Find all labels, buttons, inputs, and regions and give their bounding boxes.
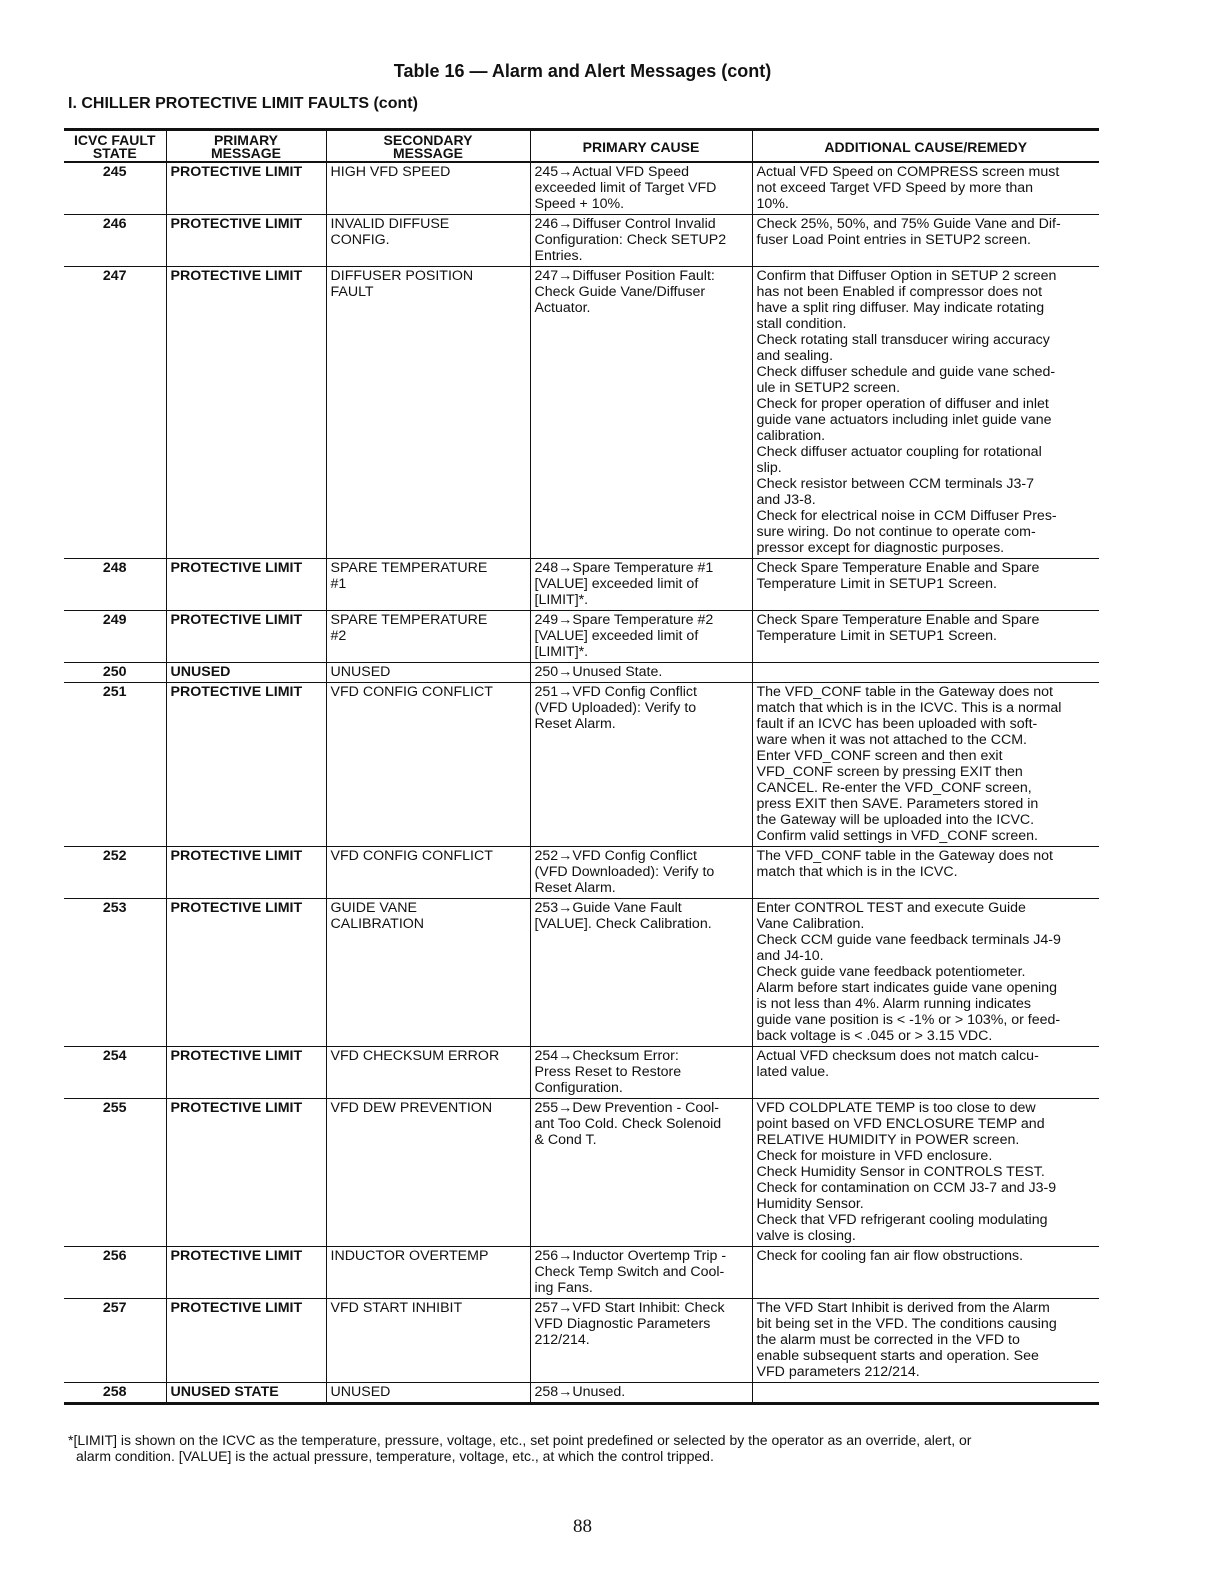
secondary-line: VFD DEW PREVENTION bbox=[330, 1100, 493, 1116]
secondary-message bbox=[326, 559, 530, 611]
secondary-line: VFD START INHIBIT bbox=[330, 1300, 463, 1316]
secondary-line: UNUSED bbox=[330, 1384, 391, 1400]
cause-line: 251→VFD Config Conflict bbox=[534, 684, 697, 700]
table-row bbox=[64, 663, 1099, 683]
cause-remedy bbox=[752, 1047, 1099, 1099]
table-row bbox=[64, 1299, 1099, 1383]
remedy-line: The VFD_CONF table in the Gateway does not bbox=[756, 848, 1054, 864]
table-row bbox=[64, 1099, 1099, 1247]
cause-remedy bbox=[752, 559, 1099, 611]
remedy-line: Temperature Limit in SETUP1 Screen. bbox=[756, 576, 997, 592]
secondary-message bbox=[326, 1099, 530, 1247]
fault-state: 253 bbox=[64, 899, 166, 1047]
cause-remedy bbox=[752, 267, 1099, 559]
primary-message: PROTECTIVE LIMIT bbox=[166, 559, 326, 611]
remedy-line: and J4-10. bbox=[756, 948, 824, 964]
table-row bbox=[64, 899, 1099, 1047]
remedy-line: ware when it was not attached to the CCM. bbox=[756, 732, 1027, 748]
remedy-line: Check guide vane feedback potentiometer. bbox=[756, 964, 1026, 980]
remedy-line: bit being set in the VFD. The conditions causing bbox=[756, 1316, 1057, 1332]
remedy-line: Alarm before start indicates guide vane opening bbox=[756, 980, 1057, 996]
page-number: 88 bbox=[573, 1516, 592, 1537]
cause-remedy bbox=[752, 899, 1099, 1047]
secondary-line: HIGH VFD SPEED bbox=[330, 164, 451, 180]
secondary-line: CONFIG. bbox=[330, 232, 390, 248]
fault-state: 258 bbox=[64, 1383, 166, 1404]
remedy-line: Check for electrical noise in CCM Diffuser Pres- bbox=[756, 508, 1057, 524]
remedy-line: Check for contamination on CCM J3-7 and J3-9 bbox=[756, 1180, 1057, 1196]
table-body bbox=[64, 162, 1099, 1404]
secondary-line: GUIDE VANE bbox=[330, 900, 417, 916]
cause-line: ant Too Cold. Check Solenoid bbox=[534, 1116, 722, 1132]
cause-line: 248→Spare Temperature #1 bbox=[534, 560, 714, 576]
primary-cause bbox=[530, 267, 752, 559]
remedy-line: VFD_CONF screen by pressing EXIT then bbox=[756, 764, 1023, 780]
remedy-line: Check that VFD refrigerant cooling modulating bbox=[756, 1212, 1048, 1228]
remedy-line: calibration. bbox=[756, 428, 826, 444]
cause-remedy bbox=[752, 683, 1099, 847]
cause-remedy bbox=[752, 162, 1099, 215]
remedy-line: and J3-8. bbox=[756, 492, 816, 508]
remedy-line: Check rotating stall transducer wiring accuracy bbox=[756, 332, 1050, 348]
cause-line: 253→Guide Vane Fault bbox=[534, 900, 682, 916]
remedy-line: Check diffuser actuator coupling for rotational bbox=[756, 444, 1042, 460]
secondary-message bbox=[326, 683, 530, 847]
table-row bbox=[64, 1383, 1099, 1404]
remedy-line: guide vane position is < -1% or > 103%, or feed- bbox=[756, 1012, 1061, 1028]
remedy-line: ule in SETUP2 screen. bbox=[756, 380, 901, 396]
cause-line: Speed + 10%. bbox=[534, 196, 625, 212]
primary-cause bbox=[530, 215, 752, 267]
remedy-line: sure wiring. Do not continue to operate com- bbox=[756, 524, 1036, 540]
fault-state: 255 bbox=[64, 1099, 166, 1247]
table-row bbox=[64, 559, 1099, 611]
remedy-line: CANCEL. Re-enter the VFD_CONF screen, bbox=[756, 780, 1032, 796]
table-row bbox=[64, 611, 1099, 663]
table-row bbox=[64, 1047, 1099, 1099]
secondary-line: DIFFUSER POSITION bbox=[330, 268, 474, 284]
remedy-line: not exceed Target VFD Speed by more than bbox=[756, 180, 1034, 196]
cause-line: 249→Spare Temperature #2 bbox=[534, 612, 714, 628]
cause-remedy bbox=[752, 611, 1099, 663]
fault-state: 257 bbox=[64, 1299, 166, 1383]
primary-message: PROTECTIVE LIMIT bbox=[166, 1047, 326, 1099]
cause-line: (VFD Downloaded): Verify to bbox=[534, 864, 715, 880]
remedy-line: match that which is in the ICVC. This is a normal bbox=[756, 700, 1062, 716]
remedy-line: slip. bbox=[756, 460, 782, 476]
remedy-line: RELATIVE HUMIDITY in POWER screen. bbox=[756, 1132, 1020, 1148]
cause-line: Check Temp Switch and Cool- bbox=[534, 1264, 725, 1280]
secondary-message bbox=[326, 1299, 530, 1383]
primary-cause bbox=[530, 683, 752, 847]
remedy-line: Actual VFD checksum does not match calcu- bbox=[756, 1048, 1039, 1064]
remedy-line: stall condition. bbox=[756, 316, 847, 332]
table-row bbox=[64, 162, 1099, 215]
secondary-message bbox=[326, 663, 530, 683]
cause-line: 250→Unused State. bbox=[534, 664, 663, 680]
remedy-line: Actual VFD Speed on COMPRESS screen must bbox=[756, 164, 1060, 180]
remedy-line: valve is closing. bbox=[756, 1228, 856, 1244]
primary-cause bbox=[530, 611, 752, 663]
cause-line: VFD Diagnostic Parameters bbox=[534, 1316, 711, 1332]
fault-state: 256 bbox=[64, 1247, 166, 1299]
primary-message: PROTECTIVE LIMIT bbox=[166, 1247, 326, 1299]
remedy-line: Check CCM guide vane feedback terminals J4-9 bbox=[756, 932, 1061, 948]
remedy-line: Confirm valid settings in VFD_CONF screen. bbox=[756, 828, 1038, 844]
remedy-line: The VFD_CONF table in the Gateway does not bbox=[756, 684, 1054, 700]
secondary-line: VFD CHECKSUM ERROR bbox=[330, 1048, 500, 1064]
cause-line: [VALUE] exceeded limit of bbox=[534, 628, 699, 644]
remedy-line: VFD COLDPLATE TEMP is too close to dew bbox=[756, 1100, 1036, 1116]
footnote bbox=[68, 1432, 1103, 1464]
remedy-line: Check Spare Temperature Enable and Spare bbox=[756, 560, 1040, 576]
remedy-line: The VFD Start Inhibit is derived from the Alarm bbox=[756, 1300, 1050, 1316]
table-title: Table 16 — Alarm and Alert Messages (cont) bbox=[393, 61, 772, 81]
cause-remedy bbox=[752, 1099, 1099, 1247]
cause-line: 258→Unused. bbox=[534, 1384, 626, 1400]
secondary-message bbox=[326, 162, 530, 215]
alarm-messages-table bbox=[64, 128, 1099, 1405]
cause-line: & Cond T. bbox=[534, 1132, 597, 1148]
secondary-line: VFD CONFIG CONFLICT bbox=[330, 684, 493, 700]
secondary-line: INVALID DIFFUSE bbox=[330, 216, 450, 232]
secondary-message bbox=[326, 1047, 530, 1099]
cause-line: Configuration. bbox=[534, 1080, 623, 1096]
remedy-line: Temperature Limit in SETUP1 Screen. bbox=[756, 628, 997, 644]
header-primary-cause: PRIMARY CAUSE bbox=[530, 130, 752, 163]
cause-line: 245→Actual VFD Speed bbox=[534, 164, 690, 180]
cause-remedy bbox=[752, 847, 1099, 899]
remedy-line: 10%. bbox=[756, 196, 789, 212]
remedy-line: Vane Calibration. bbox=[756, 916, 865, 932]
primary-cause bbox=[530, 847, 752, 899]
header-row bbox=[64, 130, 1099, 163]
footnote-line: *[LIMIT] is shown on the ICVC as the temperature, pressure, voltage, etc., set point predefined or selected by the operator as an override, alert, or bbox=[68, 1432, 972, 1448]
cause-line: Entries. bbox=[534, 248, 583, 264]
cause-line: 257→VFD Start Inhibit: Check bbox=[534, 1300, 725, 1316]
primary-cause bbox=[530, 1099, 752, 1247]
primary-cause bbox=[530, 663, 752, 683]
section-heading: I. CHILLER PROTECTIVE LIMIT FAULTS (cont) bbox=[68, 95, 418, 112]
primary-cause bbox=[530, 1383, 752, 1404]
table-row bbox=[64, 215, 1099, 267]
remedy-line: and sealing. bbox=[756, 348, 834, 364]
primary-message: PROTECTIVE LIMIT bbox=[166, 162, 326, 215]
cause-line: 212/214. bbox=[534, 1332, 590, 1348]
fault-state: 252 bbox=[64, 847, 166, 899]
cause-line: Actuator. bbox=[534, 300, 591, 316]
remedy-line: the alarm must be corrected in the VFD to bbox=[756, 1332, 1020, 1348]
primary-message: PROTECTIVE LIMIT bbox=[166, 215, 326, 267]
remedy-line: Check resistor between CCM terminals J3-7 bbox=[756, 476, 1035, 492]
remedy-line: is not less than 4%. Alarm running indicates bbox=[756, 996, 1031, 1012]
cause-line: exceeded limit of Target VFD bbox=[534, 180, 717, 196]
primary-cause bbox=[530, 559, 752, 611]
cause-remedy bbox=[752, 1383, 1099, 1404]
cause-remedy bbox=[752, 1299, 1099, 1383]
fault-state: 247 bbox=[64, 267, 166, 559]
primary-message: PROTECTIVE LIMIT bbox=[166, 847, 326, 899]
cause-remedy bbox=[752, 215, 1099, 267]
secondary-message bbox=[326, 215, 530, 267]
remedy-line: fuser Load Point entries in SETUP2 screen. bbox=[756, 232, 1031, 248]
remedy-line: has not been Enabled if compressor does not bbox=[756, 284, 1043, 300]
primary-message: PROTECTIVE LIMIT bbox=[166, 1099, 326, 1247]
secondary-line: VFD CONFIG CONFLICT bbox=[330, 848, 493, 864]
cause-line: [LIMIT]*. bbox=[534, 592, 589, 608]
remedy-line: Check Spare Temperature Enable and Spare bbox=[756, 612, 1040, 628]
remedy-line: press EXIT then SAVE. Parameters stored in bbox=[756, 796, 1039, 812]
cause-remedy bbox=[752, 1247, 1099, 1299]
secondary-line: INDUCTOR OVERTEMP bbox=[330, 1248, 489, 1264]
cause-line: Reset Alarm. bbox=[534, 716, 616, 732]
cause-line: (VFD Uploaded): Verify to bbox=[534, 700, 697, 716]
remedy-line: pressor except for diagnostic purposes. bbox=[756, 540, 1005, 556]
remedy-line: Check for proper operation of diffuser and inlet bbox=[756, 396, 1049, 412]
table-row bbox=[64, 847, 1099, 899]
remedy-line: Check for cooling fan air flow obstructions. bbox=[756, 1248, 1024, 1264]
secondary-message bbox=[326, 847, 530, 899]
primary-cause bbox=[530, 899, 752, 1047]
secondary-line: SPARE TEMPERATURE bbox=[330, 612, 488, 628]
header-primary-message: PRIMARY MESSAGE bbox=[166, 130, 326, 163]
remedy-line: Check for moisture in VFD enclosure. bbox=[756, 1148, 993, 1164]
remedy-line: point based on VFD ENCLOSURE TEMP and bbox=[756, 1116, 1045, 1132]
cause-line: 247→Diffuser Position Fault: bbox=[534, 268, 715, 284]
remedy-line: Enter CONTROL TEST and execute Guide bbox=[756, 900, 1026, 916]
table-row bbox=[64, 1247, 1099, 1299]
remedy-line: fault if an ICVC has been uploaded with soft- bbox=[756, 716, 1038, 732]
remedy-line: Enter VFD_CONF screen and then exit bbox=[756, 748, 1003, 764]
fault-state: 251 bbox=[64, 683, 166, 847]
remedy-line: enable subsequent starts and operation. See bbox=[756, 1348, 1039, 1364]
fault-state: 249 bbox=[64, 611, 166, 663]
header-additional-cause-remedy: ADDITIONAL CAUSE/REMEDY bbox=[752, 130, 1099, 163]
remedy-line: Check 25%, 50%, and 75% Guide Vane and Dif- bbox=[756, 216, 1061, 232]
cause-line: 256→Inductor Overtemp Trip - bbox=[534, 1248, 727, 1264]
remedy-line: match that which is in the ICVC. bbox=[756, 864, 958, 880]
secondary-line: UNUSED bbox=[330, 664, 391, 680]
primary-cause bbox=[530, 162, 752, 215]
table-row bbox=[64, 267, 1099, 559]
cause-line: ing Fans. bbox=[534, 1280, 593, 1296]
primary-cause bbox=[530, 1047, 752, 1099]
remedy-line: back voltage is < .045 or > 3.15 VDC. bbox=[756, 1028, 993, 1044]
cause-line: Reset Alarm. bbox=[534, 880, 616, 896]
secondary-message bbox=[326, 611, 530, 663]
cause-line: 246→Diffuser Control Invalid bbox=[534, 216, 716, 232]
cause-line: [VALUE]. Check Calibration. bbox=[534, 916, 712, 932]
fault-state: 248 bbox=[64, 559, 166, 611]
primary-message: PROTECTIVE LIMIT bbox=[166, 611, 326, 663]
cause-line: 254→Checksum Error: bbox=[534, 1048, 679, 1064]
secondary-message bbox=[326, 1383, 530, 1404]
remedy-line: have a split ring diffuser. May indicate rotating bbox=[756, 300, 1045, 316]
fault-state: 245 bbox=[64, 162, 166, 215]
primary-message: PROTECTIVE LIMIT bbox=[166, 683, 326, 847]
remedy-line: the Gateway will be uploaded into the ICVC. bbox=[756, 812, 1035, 828]
secondary-message bbox=[326, 899, 530, 1047]
cause-remedy bbox=[752, 663, 1099, 683]
secondary-line: #2 bbox=[330, 628, 347, 644]
primary-message: PROTECTIVE LIMIT bbox=[166, 899, 326, 1047]
primary-cause bbox=[530, 1247, 752, 1299]
fault-state: 250 bbox=[64, 663, 166, 683]
header-secondary-message: SECONDARY MESSAGE bbox=[326, 130, 530, 163]
cause-line: Check Guide Vane/Diffuser bbox=[534, 284, 706, 300]
cause-line: Configuration: Check SETUP2 bbox=[534, 232, 727, 248]
secondary-line: #1 bbox=[330, 576, 347, 592]
cause-line: Press Reset to Restore bbox=[534, 1064, 682, 1080]
remedy-line: Check Humidity Sensor in CONTROLS TEST. bbox=[756, 1164, 1045, 1180]
secondary-line: CALIBRATION bbox=[330, 916, 425, 932]
primary-message: PROTECTIVE LIMIT bbox=[166, 267, 326, 559]
primary-cause bbox=[530, 1299, 752, 1383]
footnote-line: alarm condition. [VALUE] is the actual pressure, temperature, voltage, etc., at which the control tripped. bbox=[76, 1448, 714, 1464]
cause-line: [VALUE] exceeded limit of bbox=[534, 576, 699, 592]
remedy-line: Confirm that Diffuser Option in SETUP 2 screen bbox=[756, 268, 1057, 284]
remedy-line: Check diffuser schedule and guide vane sched- bbox=[756, 364, 1056, 380]
secondary-message bbox=[326, 1247, 530, 1299]
remedy-line: guide vane actuators including inlet guide vane bbox=[756, 412, 1052, 428]
secondary-line: FAULT bbox=[330, 284, 374, 300]
cause-line: 255→Dew Prevention - Cool- bbox=[534, 1100, 720, 1116]
primary-message: UNUSED STATE bbox=[166, 1383, 326, 1404]
fault-state: 246 bbox=[64, 215, 166, 267]
fault-state: 254 bbox=[64, 1047, 166, 1099]
remedy-line: lated value. bbox=[756, 1064, 830, 1080]
primary-message: UNUSED bbox=[166, 663, 326, 683]
table-row bbox=[64, 683, 1099, 847]
secondary-message bbox=[326, 267, 530, 559]
cause-line: [LIMIT]*. bbox=[534, 644, 589, 660]
primary-message: PROTECTIVE LIMIT bbox=[166, 1299, 326, 1383]
remedy-line: Humidity Sensor. bbox=[756, 1196, 864, 1212]
header-icvc-fault-state: ICVC FAULT STATE bbox=[64, 130, 166, 163]
secondary-line: SPARE TEMPERATURE bbox=[330, 560, 488, 576]
cause-line: 252→VFD Config Conflict bbox=[534, 848, 697, 864]
remedy-line: VFD parameters 212/214. bbox=[756, 1364, 920, 1380]
